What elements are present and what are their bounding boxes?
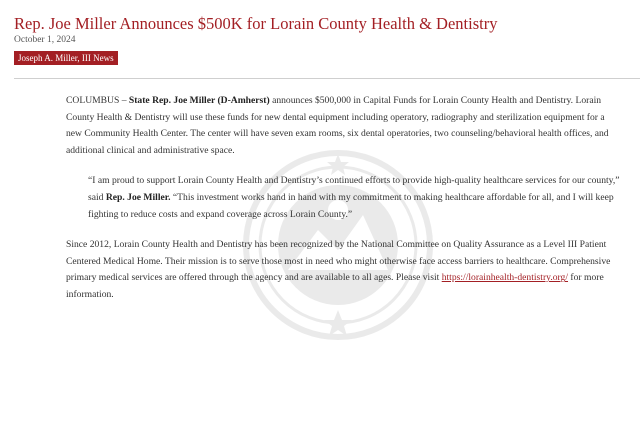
header-divider [14, 78, 640, 79]
quote-text-continued: “This investment works hand in hand with my commitment to making healthcare affordable for all, and I will keep fighting to reduce costs and expand coverage across Lorain County.” [88, 191, 614, 220]
paragraph-tail: for more information. [66, 272, 604, 300]
paragraph-quote [88, 173, 622, 223]
article-body [66, 93, 622, 318]
rep-name-bold: State Rep. Joe Miller (D-Amherst) [128, 95, 270, 106]
rep-name-bold: Rep. Joe Miller. [105, 191, 171, 203]
page-title: Rep. Joe Miller Announces $500K for Lorain County Health & Dentistry [14, 14, 498, 33]
dateline: COLUMBUS – [66, 95, 129, 106]
article-header [14, 14, 640, 66]
website-link[interactable]: https://lorainhealth-dentistry.org/ [441, 272, 569, 284]
publish-date: October 1, 2024 [14, 35, 76, 45]
paragraph-intro [66, 93, 622, 159]
paragraph-about [66, 237, 622, 303]
paragraph-text: announces $500,000 in Capital Funds for Lorain County Health and Dentistry. Lorain County Health & Dentistry will use these funds for new dental equipment including operatory, radiography and sterilization equipment for a new Community Health Center. The center will have seven exam rooms, six dental operatories, two counseling/behavioral health offices, and additional clinical and administrative space. [66, 95, 609, 156]
category-badge[interactable]: Joseph A. Miller, III News [14, 51, 118, 65]
paragraph-text: Since 2012, Lorain County Health and Dentistry has been recognized by the National Committee on Quality Assurance as a Level III Patient Centered Medical Home. Their mission is to serve those most in need who might otherwise face access barriers to healthcare. Comprehensive primary medical services are offered through the agency and are available to all ages. Please visit [66, 239, 611, 284]
quote-text: “I am proud to support Lorain County Health and Dentistry’s continued efforts to provide high-quality healthcare services for our county,” said [88, 175, 620, 203]
